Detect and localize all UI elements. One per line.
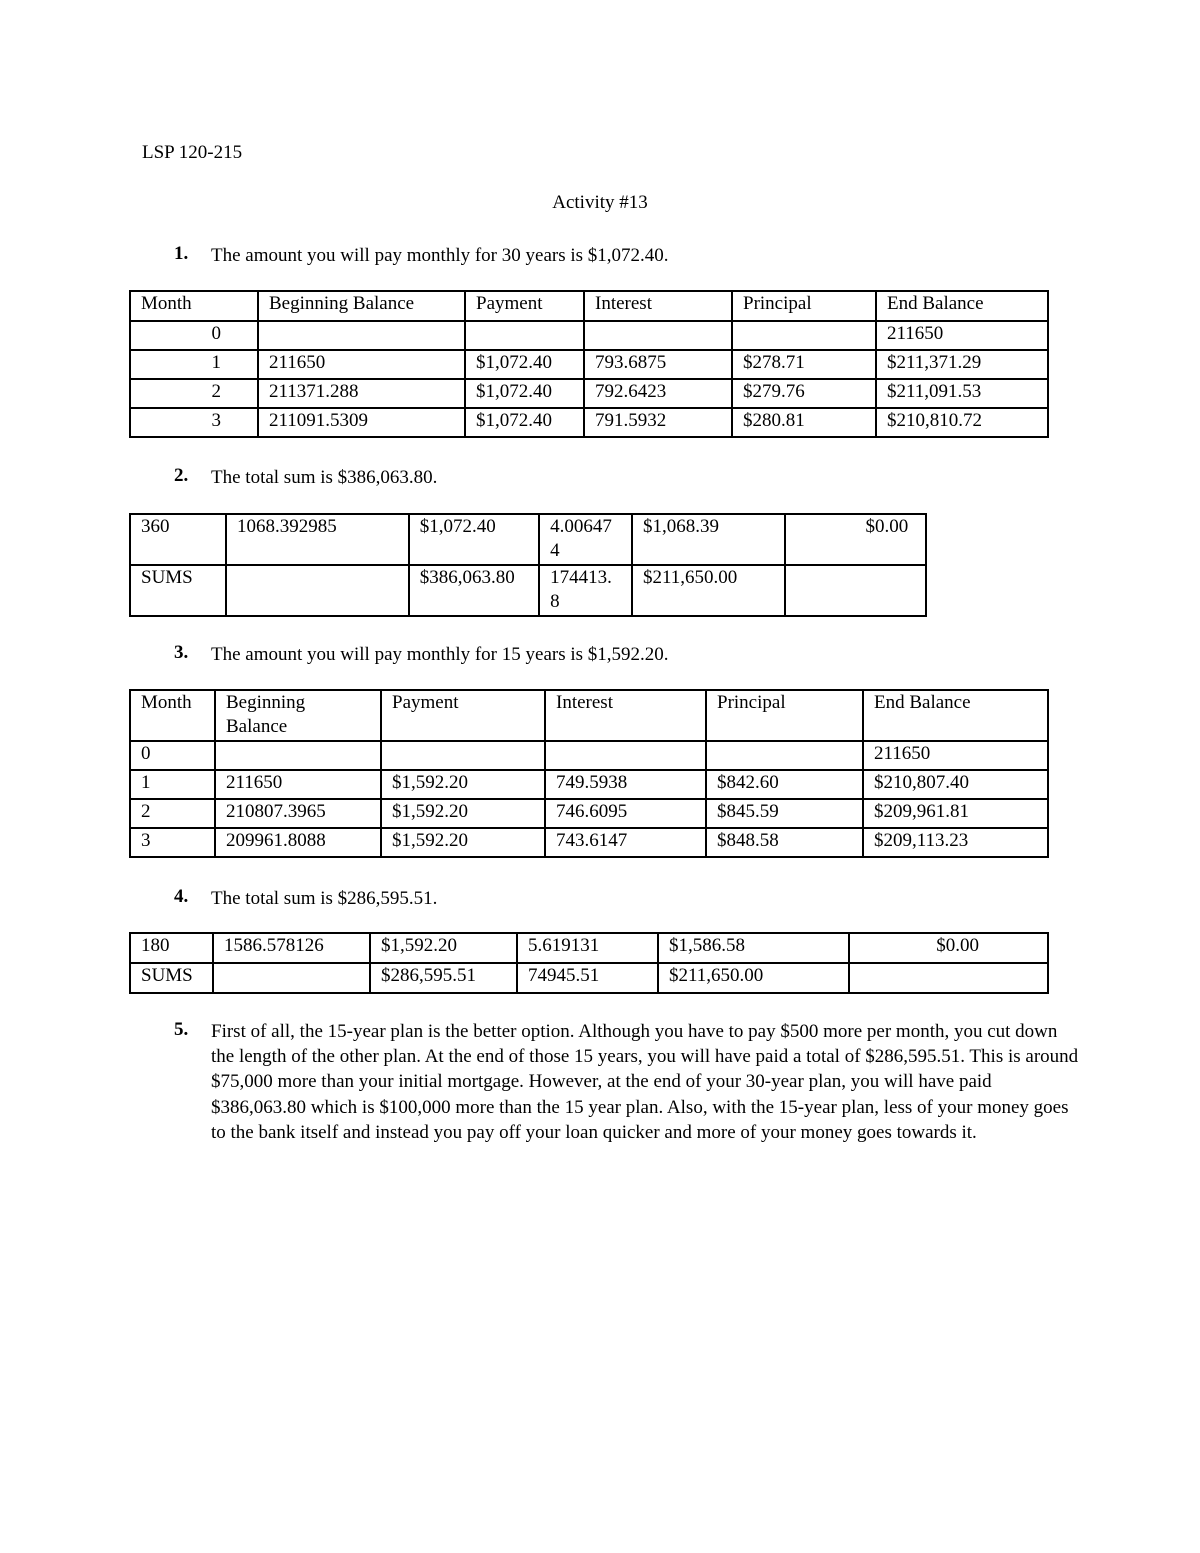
page-title: Activity #13: [552, 192, 648, 213]
question-1: [174, 243, 1081, 268]
table-cell: $1,586.58: [658, 933, 849, 963]
table-cell: $209,961.81: [863, 799, 1048, 828]
table-cell: SUMS: [130, 565, 226, 616]
table-cell: 2: [130, 379, 258, 408]
table-cell: 749.5938: [545, 770, 706, 799]
table-cell: 174413.8: [539, 565, 632, 616]
table-cell: $209,113.23: [863, 828, 1048, 857]
table-cell: [465, 321, 584, 350]
table-cell: $211,091.53: [876, 379, 1048, 408]
table-cell: $279.76: [732, 379, 876, 408]
table-cell: [545, 741, 706, 770]
summary-table-30yr: [129, 513, 927, 617]
table-cell: 211371.288: [258, 379, 465, 408]
header-cell: End Balance: [876, 291, 1048, 321]
amortization-table-15yr: [129, 689, 1049, 858]
question-2: [174, 465, 1081, 490]
table-cell: $1,592.20: [381, 799, 545, 828]
table-cell: $0.00: [849, 933, 1048, 963]
table-cell: $1,592.20: [381, 770, 545, 799]
table-cell: 211650: [215, 770, 381, 799]
question-text: The amount you will pay monthly for 30 years is $1,072.40.: [211, 245, 669, 266]
question-number: 5.: [174, 1019, 189, 1040]
table-cell: $278.71: [732, 350, 876, 379]
table-cell: 4.006474: [539, 514, 632, 565]
table-cell: 5.619131: [517, 933, 658, 963]
table-row: [130, 799, 1048, 828]
table-cell: 211650: [258, 350, 465, 379]
answer-paragraph: First of all, the 15-year plan is the better option. Although you have to pay $500 more per month, you cut down the length of the other plan. At the end of those 15 years, you will have paid a total of $286,595.51. This is around $75,000 more than your initial mortgage. However, at the end of your 30-year plan, you will have paid $386,063.80 which is $100,000 more than the 15 year plan. Also, with the 15-year plan, less of your money goes to the bank itself and instead you pay off your loan quicker and more of your money goes towards it.: [211, 1021, 1079, 1143]
table-cell: 211650: [876, 321, 1048, 350]
table-cell: [213, 963, 370, 993]
question-3: [174, 642, 1081, 667]
table-cell: 0: [130, 321, 258, 350]
question-number: 2.: [174, 465, 189, 486]
table-row: [130, 350, 1048, 379]
table-cell: $1,072.40: [465, 379, 584, 408]
table-cell: 791.5932: [584, 408, 732, 437]
table-cell: 1586.578126: [213, 933, 370, 963]
table-cell: 743.6147: [545, 828, 706, 857]
table-cell: $280.81: [732, 408, 876, 437]
table-cell: [706, 741, 863, 770]
table-cell: [258, 321, 465, 350]
table-row: [130, 408, 1048, 437]
header-cell: End Balance: [863, 690, 1048, 741]
table-cell: [584, 321, 732, 350]
table-cell: [849, 963, 1048, 993]
question-number: 3.: [174, 642, 189, 663]
table-header-row: [130, 291, 1048, 321]
header-cell: Interest: [545, 690, 706, 741]
table-cell: [785, 565, 926, 616]
table-cell: 74945.51: [517, 963, 658, 993]
table-cell: $211,371.29: [876, 350, 1048, 379]
table-cell: $386,063.80: [409, 565, 539, 616]
table-row: [130, 565, 926, 616]
header-cell: Principal: [732, 291, 876, 321]
table-row: [130, 379, 1048, 408]
question-text: The total sum is $286,595.51.: [211, 888, 438, 909]
table-cell: 3: [130, 408, 258, 437]
table-cell: 210807.3965: [215, 799, 381, 828]
header-cell: Principal: [706, 690, 863, 741]
table-cell: $0.00: [785, 514, 926, 565]
table-cell: 209961.8088: [215, 828, 381, 857]
table-row: [130, 741, 1048, 770]
table-cell: [215, 741, 381, 770]
table-row: [130, 933, 1048, 963]
table-cell: $1,072.40: [465, 350, 584, 379]
table-cell: 792.6423: [584, 379, 732, 408]
table-cell: 746.6095: [545, 799, 706, 828]
table-cell: $845.59: [706, 799, 863, 828]
header-cell: Beginning Balance: [258, 291, 465, 321]
header-cell: Month: [130, 690, 215, 741]
table-cell: [226, 565, 409, 616]
header-cell: Interest: [584, 291, 732, 321]
table-cell: $211,650.00: [632, 565, 785, 616]
table-cell: $842.60: [706, 770, 863, 799]
table-row: [130, 828, 1048, 857]
question-4: [174, 886, 1081, 911]
table-cell: $286,595.51: [370, 963, 517, 993]
table-cell: [732, 321, 876, 350]
table-cell: $1,592.20: [370, 933, 517, 963]
table-cell: 1: [130, 350, 258, 379]
table-cell: $211,650.00: [658, 963, 849, 993]
table-cell: [381, 741, 545, 770]
table-cell: SUMS: [130, 963, 213, 993]
table-cell: 793.6875: [584, 350, 732, 379]
table-cell: 360: [130, 514, 226, 565]
table-cell: 1068.392985: [226, 514, 409, 565]
table-cell: 2: [130, 799, 215, 828]
question-number: 1.: [174, 243, 189, 264]
table-row: [130, 963, 1048, 993]
table-cell: 3: [130, 828, 215, 857]
table-cell: 211650: [863, 741, 1048, 770]
header-cell: Payment: [381, 690, 545, 741]
question-5: [174, 1019, 1081, 1145]
table-cell: $1,592.20: [381, 828, 545, 857]
table-header-row: [130, 690, 1048, 741]
table-cell: $1,068.39: [632, 514, 785, 565]
question-text: The total sum is $386,063.80.: [211, 467, 438, 488]
table-cell: 0: [130, 741, 215, 770]
amortization-table-30yr: [129, 290, 1049, 438]
question-text: The amount you will pay monthly for 15 years is $1,592.20.: [211, 644, 669, 665]
header-cell: Payment: [465, 291, 584, 321]
table-cell: 1: [130, 770, 215, 799]
header-cell: Month: [130, 291, 258, 321]
summary-table-15yr: [129, 932, 1049, 994]
course-code: LSP 120-215: [142, 142, 243, 163]
table-cell: $1,072.40: [465, 408, 584, 437]
table-row: [130, 514, 926, 565]
table-cell: 211091.5309: [258, 408, 465, 437]
header-cell: Beginning Balance: [215, 690, 381, 741]
table-cell: $848.58: [706, 828, 863, 857]
table-cell: $1,072.40: [409, 514, 539, 565]
question-number: 4.: [174, 886, 189, 907]
table-cell: 180: [130, 933, 213, 963]
table-row: [130, 770, 1048, 799]
table-cell: $210,807.40: [863, 770, 1048, 799]
table-row: [130, 321, 1048, 350]
table-cell: $210,810.72: [876, 408, 1048, 437]
